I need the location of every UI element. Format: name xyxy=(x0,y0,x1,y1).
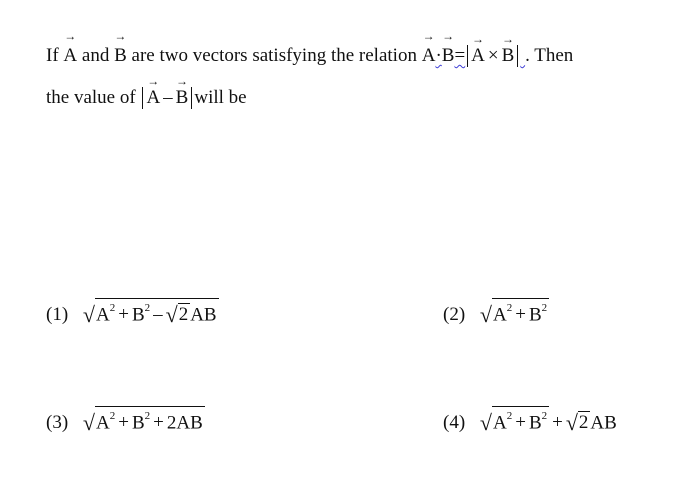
sqrt-expression xyxy=(480,406,549,434)
option-number: (3) xyxy=(46,412,69,434)
radical-icon: √ xyxy=(479,302,492,328)
radical-icon: √ xyxy=(165,302,178,328)
vector-b: → B xyxy=(114,42,127,70)
plus-operator: + xyxy=(515,412,526,434)
tail-term: AB xyxy=(590,412,617,434)
option-number: (1) xyxy=(46,304,69,326)
plus-operator: + xyxy=(118,412,129,434)
difference-abs xyxy=(142,87,192,109)
radical-icon: √ xyxy=(565,410,578,436)
equals-sign: = xyxy=(454,45,466,66)
exponent: 2 xyxy=(109,410,116,422)
relation-vector-b: → B xyxy=(442,42,455,70)
exponent: 2 xyxy=(506,410,513,422)
relation-expression xyxy=(422,45,525,66)
inner-sqrt xyxy=(566,408,591,434)
term-b: B xyxy=(528,304,542,326)
question-line-2 xyxy=(46,84,247,112)
radical-icon: √ xyxy=(479,410,492,436)
term-b: B xyxy=(528,412,542,434)
option-2[interactable] xyxy=(443,298,549,326)
option-number: (2) xyxy=(443,304,466,326)
exponent: 2 xyxy=(109,302,116,314)
inner-sqrt xyxy=(166,302,191,326)
cross-vector-a: → A xyxy=(471,45,485,67)
vector-a: → A xyxy=(63,42,77,70)
exponent: 2 xyxy=(144,410,151,422)
exponent: 2 xyxy=(541,410,548,422)
inner-sqrt-value: 2 xyxy=(178,304,189,326)
exponent: 2 xyxy=(144,302,151,314)
option-3[interactable] xyxy=(46,406,205,434)
option-1[interactable] xyxy=(46,298,219,326)
tail-term: 2AB xyxy=(166,412,203,434)
sqrt-expression xyxy=(83,298,219,326)
radical-icon: √ xyxy=(82,302,95,328)
line2-suffix: will be xyxy=(194,87,247,108)
and-text: and xyxy=(81,45,110,66)
minus-operator: – xyxy=(163,87,173,108)
question-prefix: If xyxy=(46,45,59,66)
diff-vector-b: → B xyxy=(176,87,189,109)
tail-term: AB xyxy=(190,304,217,326)
relation-vector-a: → A xyxy=(422,42,436,70)
operator: – xyxy=(153,304,163,326)
sqrt-expression xyxy=(83,406,205,434)
question-line-1 xyxy=(46,42,573,70)
plus-operator: + xyxy=(515,304,526,326)
cross-operator: × xyxy=(487,45,499,66)
term-a: A xyxy=(95,412,110,434)
operator: + xyxy=(153,412,164,434)
question-middle: are two vectors satisfying the relation xyxy=(131,45,417,66)
exponent: 2 xyxy=(506,302,513,314)
option-4[interactable] xyxy=(443,406,617,434)
sqrt-expression xyxy=(480,298,549,326)
term-b: B xyxy=(131,304,145,326)
term-b: B xyxy=(131,412,145,434)
line2-prefix: the value of xyxy=(46,87,136,108)
question-suffix: . Then xyxy=(525,45,574,66)
diff-vector-a: → A xyxy=(146,87,160,109)
plus-operator: + xyxy=(118,304,129,326)
dot-operator: · xyxy=(435,45,442,66)
inner-sqrt-value: 2 xyxy=(578,412,589,434)
option-number: (4) xyxy=(443,412,466,434)
term-a: A xyxy=(95,304,110,326)
cross-vector-b: → B xyxy=(502,45,515,67)
term-a: A xyxy=(492,304,507,326)
term-a: A xyxy=(492,412,507,434)
operator: + xyxy=(552,412,563,434)
radical-icon: √ xyxy=(82,410,95,436)
exponent: 2 xyxy=(541,302,548,314)
cross-abs xyxy=(467,45,518,67)
